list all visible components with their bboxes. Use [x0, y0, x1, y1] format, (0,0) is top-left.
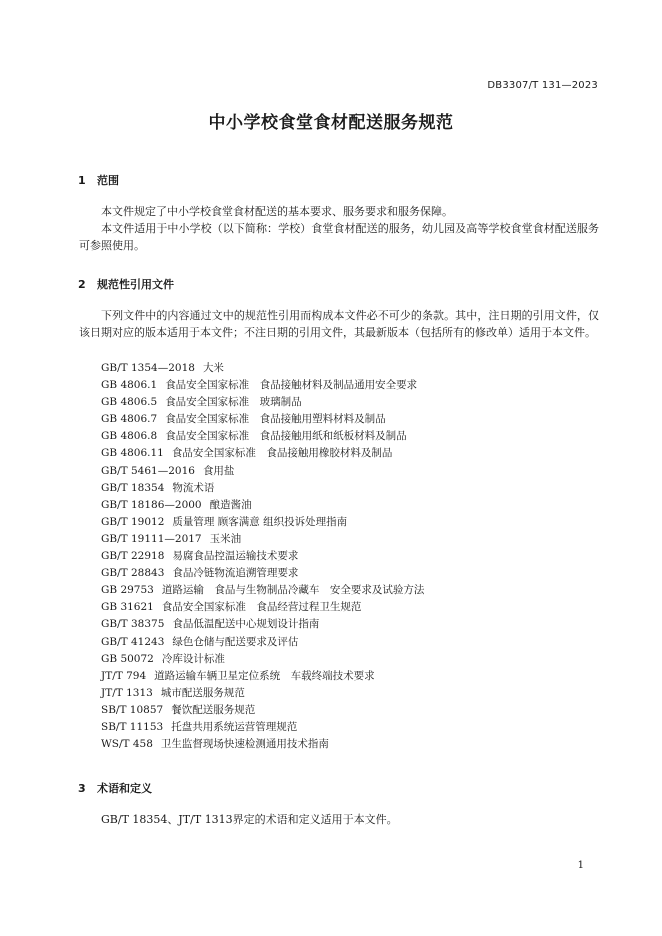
reference-item — [101, 360, 424, 377]
reference-code: GB/T 28843 — [101, 567, 165, 580]
reference-code: GB 4806.11 — [101, 447, 164, 460]
reference-item — [101, 548, 424, 565]
reference-item — [101, 599, 424, 616]
reference-title: 食品安全国家标准 食品接触材料及制品通用安全要求 — [165, 379, 418, 392]
reference-code: GB 4806.7 — [101, 413, 158, 426]
reference-code: GB/T 38375 — [101, 618, 165, 631]
section-1-paragraph-1: 本文件规定了中小学校食堂食材配送的基本要求、服务要求和服务保障。 — [101, 205, 453, 218]
reference-title: 酿造酱油 — [209, 498, 252, 511]
section-number: 2 — [78, 278, 86, 291]
reference-code: JT/T 794 — [101, 669, 147, 682]
section-title: 术语和定义 — [97, 782, 152, 795]
reference-item — [101, 685, 424, 702]
reference-code: JT/T 1313 — [101, 686, 153, 699]
section-2-heading — [78, 276, 174, 292]
reference-code: GB 31621 — [101, 601, 154, 614]
reference-item — [101, 702, 424, 719]
reference-code: GB 4806.8 — [101, 430, 158, 443]
reference-title: 玉米油 — [209, 532, 242, 545]
reference-code: GB 4806.5 — [101, 396, 158, 409]
reference-code: GB 4806.1 — [101, 379, 158, 392]
reference-item — [101, 394, 424, 411]
reference-item — [101, 582, 424, 599]
reference-item — [101, 377, 424, 394]
reference-title: 物流术语 — [172, 481, 215, 494]
reference-title: 大米 — [202, 362, 224, 374]
reference-title: 食品安全国家标准 玻璃制品 — [165, 396, 302, 409]
normative-reference-list — [101, 360, 424, 753]
section-1-paragraph-2: 本文件适用于中小学校（以下简称：学校）食堂食材配送的服务，幼儿园及高等学校食堂食材配送服务可参照使用。 — [79, 222, 599, 252]
reference-title: 城市配送服务规范 — [160, 686, 245, 699]
section-3-paragraph-1: GB/T 18354、JT/T 1313界定的术语和定义适用于本文件。 — [101, 813, 398, 826]
reference-code: GB/T 41243 — [101, 635, 165, 648]
reference-title: 易腐食品控温运输技术要求 — [172, 550, 299, 563]
reference-title: 卫生监督现场快速检测通用技术指南 — [160, 738, 329, 751]
reference-item — [101, 616, 424, 633]
document-title: 中小学校食堂食材配送服务规范 — [208, 113, 454, 133]
reference-code: GB/T 5461—2016 — [101, 464, 195, 477]
reference-item — [101, 514, 424, 531]
section-1-heading — [78, 172, 119, 188]
reference-title: 食品安全国家标准 食品接触用塑料材料及制品 — [165, 413, 386, 426]
reference-title: 食品安全国家标准 食品经营过程卫生规范 — [161, 601, 362, 614]
reference-title: 道路运输 食品与生物制品冷藏车 安全要求及试验方法 — [161, 584, 425, 597]
reference-title: 冷库设计标准 — [161, 652, 225, 665]
reference-title: 食品低温配送中心规划设计指南 — [172, 618, 320, 631]
reference-title: 餐饮配送服务规范 — [171, 703, 256, 716]
reference-item — [101, 668, 424, 685]
reference-code: GB/T 19111—2017 — [101, 532, 202, 545]
reference-code: GB 50072 — [101, 652, 154, 665]
reference-code: GB/T 19012 — [101, 515, 165, 528]
reference-code: GB/T 18186—2000 — [101, 498, 202, 511]
reference-code: SB/T 11153 — [101, 720, 164, 733]
reference-code: GB/T 18354 — [101, 481, 165, 494]
section-number: 3 — [78, 782, 86, 795]
reference-item — [101, 497, 424, 514]
document-code: DB3307/T 131—2023 — [487, 80, 598, 91]
reference-title: 道路运输车辆卫星定位系统 车载终端技术要求 — [154, 669, 375, 682]
section-number: 1 — [78, 174, 86, 187]
reference-code: GB 29753 — [101, 584, 154, 597]
reference-title: 食品安全国家标准 食品接触用橡胶材料及制品 — [171, 447, 393, 460]
section-2-paragraph-1: 下列文件中的内容通过文中的规范性引用而构成本文件必不可少的条款。其中，注日期的引用文件，仅该日期对应的版本适用于本文件；不注日期的引用文件，其最新版本（包括所有的修改单）适用于本文件。 — [79, 309, 599, 339]
reference-item — [101, 463, 424, 480]
reference-code: SB/T 10857 — [101, 703, 164, 716]
reference-code: WS/T 458 — [101, 738, 153, 751]
reference-code: GB/T 22918 — [101, 550, 165, 563]
reference-item — [101, 634, 424, 651]
reference-item — [101, 565, 424, 582]
reference-title: 质量管理 顾客满意 组织投诉处理指南 — [172, 515, 348, 528]
section-title: 范围 — [97, 174, 119, 187]
reference-item — [101, 531, 424, 548]
reference-title: 托盘共用系统运营管理规范 — [171, 720, 298, 733]
reference-title: 食品冷链物流追溯管理要求 — [172, 567, 299, 580]
section-3-heading — [78, 780, 152, 796]
reference-title: 食品安全国家标准 食品接触用纸和纸板材料及制品 — [165, 430, 407, 443]
reference-code: GB/T 1354—2018 — [101, 362, 195, 374]
reference-item — [101, 651, 424, 668]
reference-title: 绿色仓储与配送要求及评估 — [172, 635, 299, 648]
reference-item — [101, 719, 424, 736]
reference-item — [101, 428, 424, 445]
reference-item — [101, 480, 424, 497]
reference-item — [101, 736, 424, 753]
page-number: 1 — [577, 860, 584, 871]
section-title: 规范性引用文件 — [97, 278, 174, 291]
reference-item — [101, 411, 424, 428]
reference-title: 食用盐 — [202, 464, 235, 477]
reference-item — [101, 445, 424, 462]
